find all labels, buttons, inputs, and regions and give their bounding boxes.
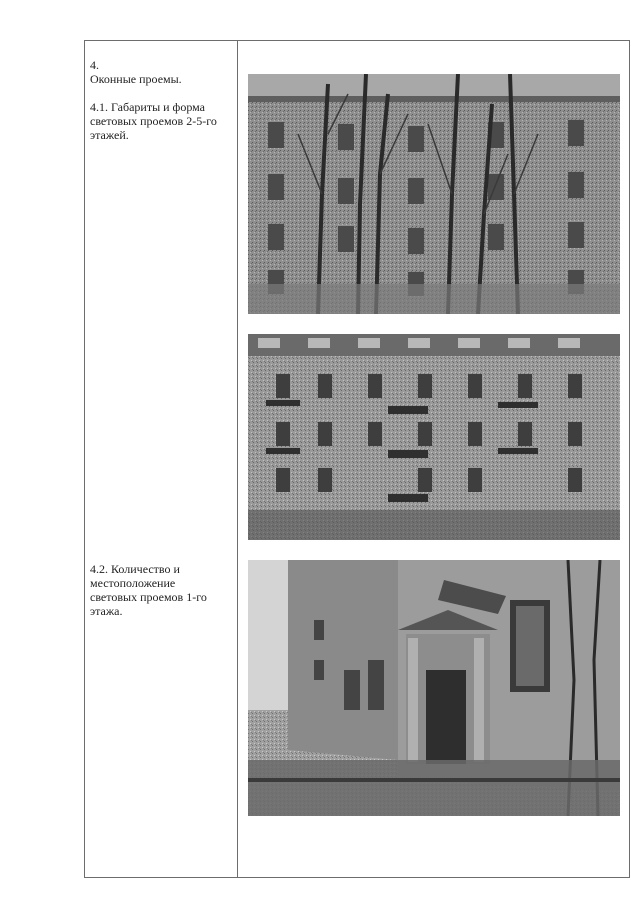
facade-trees-photo xyxy=(248,74,620,314)
item-4-2-line-2: местоположение xyxy=(90,576,176,590)
item-4-1-line-3: этажей. xyxy=(90,128,129,142)
item-4-1-line-1: 4.1. Габариты и форма xyxy=(90,100,205,114)
section-4-cell xyxy=(90,58,232,142)
item-4-2-line-3: световых проемов 1-го xyxy=(90,590,207,604)
section-4-2-cell xyxy=(90,562,232,618)
ground-floor-entrance-photo xyxy=(248,560,620,816)
item-4-2-line-4: этажа. xyxy=(90,604,123,618)
section-title: Оконные проемы. xyxy=(90,72,182,86)
section-number: 4. xyxy=(90,58,99,72)
item-4-1-line-2: световых проемов 2-5-го xyxy=(90,114,217,128)
item-4-2-line-1: 4.2. Количество и xyxy=(90,562,180,576)
facade-balconies-photo xyxy=(248,334,620,540)
column-divider xyxy=(237,40,238,878)
